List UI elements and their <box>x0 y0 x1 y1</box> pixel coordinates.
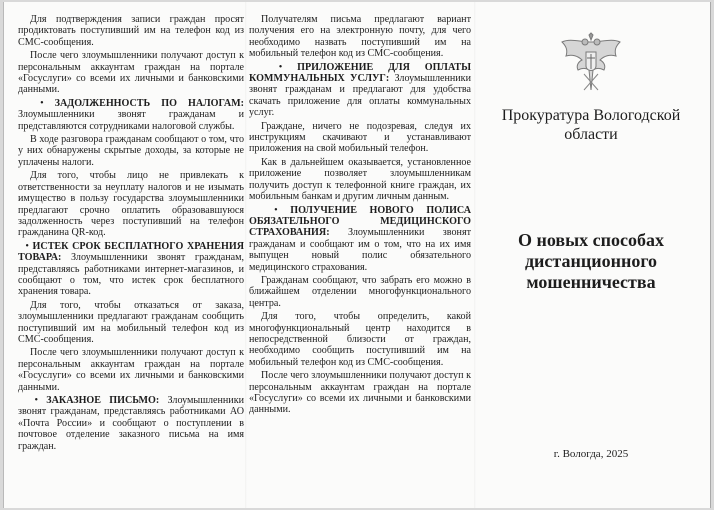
section-text: Злоумышленники звонят гражданам и представляются сотрудниками налоговой службы. <box>18 109 244 132</box>
prosecutor-emblem-icon <box>556 32 626 96</box>
section-heading: ПРИЛОЖЕНИЕ ДЛЯ ОПЛАТЫ КОММУНАЛЬНЫХ УСЛУГ: <box>249 61 471 85</box>
section-text: Злоумышленники звонят гражданам, представляясь работниками АО «Почта России» и сообщают о поступлении в почтовое отделение заказного письма на имя граждан. <box>18 395 245 452</box>
section-paragraph: • ЗАДОЛЖЕННОСТЬ ПО НАЛОГАМ: Злоумышленники звонят гражданам и представляются сотрудниками налоговой службы. <box>18 97 244 132</box>
city-year: г. Вологда, 2025 <box>553 448 629 460</box>
body-paragraph: Для подтверждения записи граждан просят продиктовать поступивший им на телефон код из СМС-сообщения. <box>18 14 244 48</box>
body-paragraph: Гражданам сообщают, что забрать его можно в ближайшем отделении многофункционального центра. <box>249 274 471 309</box>
section-paragraph: • ПРИЛОЖЕНИЕ ДЛЯ ОПЛАТЫ КОММУНАЛЬНЫХ УСЛУГ: Злоумышленники звонят гражданам и предлагают для удобства скачать приложение для оплаты коммунальных услуг. <box>249 61 471 119</box>
brochure-title: О новых способах дистанционного мошенничества <box>517 230 665 292</box>
body-paragraph: После чего злоумышленники получают доступ к персональным аккаунтам граждан на портале «Госуслуги» со всеми их личными и банковскими данными. <box>18 50 244 96</box>
body-paragraph: Для того, чтобы определить, какой многофункциональный центр находится в непосредственной близости от граждан, необходимо сообщить поступивший им на мобильный телефон код из СМС-сообщения. <box>249 311 471 368</box>
section-heading: ИСТЕК СРОК БЕСПЛАТНОГО ХРАНЕНИЯ ТОВАРА: <box>18 240 244 264</box>
cover-panel <box>476 2 706 508</box>
brochure-sheet <box>3 2 711 508</box>
fold-line <box>245 2 247 508</box>
section-heading: ЗАДОЛЖЕННОСТЬ ПО НАЛОГАМ: <box>54 97 244 109</box>
section-heading: ПОЛУЧЕНИЕ НОВОГО ПОЛИСА ОБЯЗАТЕЛЬНОГО МЕДИЦИНСКОГО СТРАХОВАНИЯ: <box>249 204 471 239</box>
body-paragraph: Получателям письма предлагают вариант получения его на электронную почту, для чего необходимо назвать поступивший им на мобильный телефон код из СМС-сообщения. <box>249 14 471 60</box>
body-paragraph: После чего злоумышленники получают доступ к персональным аккаунтам граждан на портале «Госуслуги» со всеми их личными и банковскими данными. <box>249 370 471 416</box>
body-paragraph: Как в дальнейшем оказывается, установленное приложение позволяет злоумышленникам получить доступ к телефонной книге граждан, их мобильным банкам и другим личным данным. <box>249 156 471 203</box>
section-heading: ЗАКАЗНОЕ ПИСЬМО: <box>46 395 160 406</box>
middle-column <box>249 14 471 418</box>
body-paragraph: Для того, чтобы лицо не привлекать к ответственности за неуплату налогов и не изымать имущество в пользу государства злоумышленники предлагают срочно оплатить образовавшуюся задолженность через поступивший на телефон гражданина QR-код. <box>18 170 244 239</box>
body-paragraph: После чего злоумышленники получают доступ к персональным аккаунтам граждан на портале «Госуслуги» со всеми их личными и банковскими данными. <box>18 347 244 393</box>
section-text: Злоумышленники звонят гражданам, представляясь работниками интернет-магазинов, и сообщают о том, что истек срок бесплатного хранения товара. <box>18 252 244 298</box>
section-text: Злоумышленники звонят гражданам и сообщают им о том, что на их имя выпущен новый полис обязательного медицинского страхования. <box>249 227 471 273</box>
fold-line <box>474 2 476 508</box>
body-paragraph: В ходе разговора гражданам сообщают о том, что у них обнаружены скрытые доходы, за которые не уплачены налоги. <box>18 134 244 168</box>
section-paragraph: • ЗАКАЗНОЕ ПИСЬМО: Злоумышленники звонят гражданам, представляясь работниками АО «Почта России» и сообщают о поступлении в почтовое отделение заказного письма на имя граждан. <box>18 395 245 452</box>
section-paragraph: • ПОЛУЧЕНИЕ НОВОГО ПОЛИСА ОБЯЗАТЕЛЬНОГО МЕДИЦИНСКОГО СТРАХОВАНИЯ: Злоумышленники звонят гражданам и сообщают им о том, что на их имя выпущен новый полис обязательного медицинского страхования. <box>249 204 471 273</box>
body-paragraph: Для того, чтобы отказаться от заказа, злоумышленники предлагают гражданам сообщить поступивший им на мобильный телефон код из СМС-сообщения. <box>18 299 244 345</box>
section-text: Злоумышленники звонят гражданам и предлагают для удобства скачать приложение для оплаты коммунальных услуг. <box>249 73 471 119</box>
body-paragraph: Граждане, ничего не подозревая, следуя их инструкциям скачивают и устанавливают приложения на свой мобильный телефон. <box>249 120 471 155</box>
section-paragraph: • ИСТЕК СРОК БЕСПЛАТНОГО ХРАНЕНИЯ ТОВАРА: Злоумышленники звонят гражданам, представляясь работниками интернет-магазинов, и сообщают о том, что истек срок бесплатного хранения товара. <box>18 240 244 298</box>
organization-name: Прокуратура Вологодской области <box>501 107 681 143</box>
left-column <box>18 14 244 454</box>
